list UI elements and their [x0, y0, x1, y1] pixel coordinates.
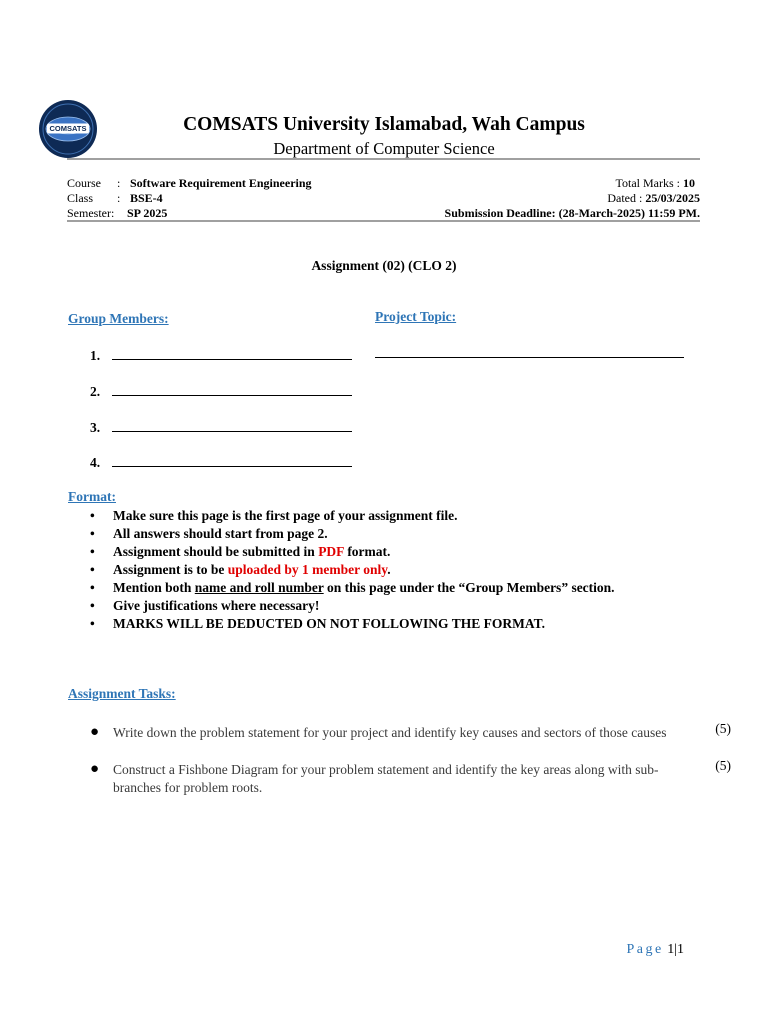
task-item-1 [90, 721, 735, 760]
dated-label: Dated : [607, 191, 646, 205]
member-number: 2. [90, 384, 101, 399]
tasks-heading: Assignment Tasks: [68, 686, 176, 701]
member-row-2[interactable] [90, 382, 352, 400]
bullet-icon: • [90, 580, 95, 595]
total-marks-value: 10 [683, 176, 695, 190]
format-item: • Assignment is to be uploaded by 1 member only. [90, 562, 391, 577]
member-row-1[interactable] [90, 346, 352, 364]
format-item: • All answers should start from page 2. [90, 526, 328, 541]
member-number: 3. [90, 420, 101, 435]
format-heading: Format: [68, 489, 116, 504]
deadline-row [445, 206, 700, 221]
format-item: • Give justifications where necessary! [90, 598, 320, 613]
format-item: • Assignment should be submitted in PDF format. [90, 544, 391, 559]
member-row-4[interactable] [90, 453, 352, 471]
task-marks: (5) [715, 721, 731, 736]
bullet-icon: • [90, 598, 95, 613]
page-footer [626, 942, 684, 958]
header-divider [67, 158, 700, 160]
bullet-icon: ● [90, 761, 100, 777]
member-blank-2[interactable] [112, 382, 352, 396]
task-item-2 [90, 758, 735, 797]
member-blank-1[interactable] [112, 346, 352, 360]
university-title: COMSATS University Islamabad, Wah Campus [183, 114, 585, 135]
total-marks-row [616, 176, 695, 191]
format-item: • MARKS WILL BE DEDUCTED ON NOT FOLLOWING THE FORMAT. [90, 616, 545, 631]
class-label: Class [67, 191, 94, 205]
department-title: Department of Computer Science [273, 139, 495, 158]
project-topic-blank[interactable] [375, 357, 684, 358]
page-separator: | [674, 942, 677, 957]
assignment-title: Assignment (02) (CLO 2) [311, 258, 457, 273]
task-text: Write down the problem statement for your project and identify key causes and sectors of those causes [113, 725, 667, 740]
course-label: Course [67, 176, 101, 190]
member-number: 4. [90, 455, 101, 470]
page-total: 1 [677, 942, 684, 957]
bullet-icon: • [90, 508, 95, 523]
class-value: BSE-4 [130, 191, 163, 205]
member-blank-3[interactable] [112, 418, 352, 432]
semester-label: Semester: [67, 206, 115, 220]
class-row: Class : BSE-4 [67, 191, 163, 205]
group-members-heading: Group Members: [68, 311, 169, 326]
member-row-3[interactable] [90, 418, 352, 436]
member-blank-4[interactable] [112, 453, 352, 467]
format-item: • Mention both name and roll number on this page under the “Group Members” section. [90, 580, 615, 595]
bullet-icon: • [90, 526, 95, 541]
semester-row [67, 206, 167, 221]
project-topic-heading: Project Topic: [375, 309, 457, 324]
page-current: 1 [667, 942, 675, 957]
semester-value: SP 2025 [127, 206, 168, 220]
meta-divider [67, 220, 700, 222]
course-value: Software Requirement Engineering [130, 176, 312, 190]
task-marks: (5) [715, 758, 731, 773]
member-number: 1. [90, 348, 101, 363]
logo-text: COMSATS [49, 124, 87, 134]
deadline-text: Submission Deadline: (28-March-2025) 11:59 PM. [444, 206, 700, 220]
dated-value: 25/03/2025 [645, 191, 700, 205]
course-row: Course : Software Requirement Engineering [67, 176, 312, 190]
total-marks-label: Total Marks : [615, 176, 683, 190]
format-list [90, 507, 615, 633]
bullet-icon: • [90, 562, 95, 577]
bullet-icon: ● [90, 724, 100, 740]
task-text: Construct a Fishbone Diagram for your problem statement and identify the key areas along with sub-branches for problem roots. [113, 762, 659, 795]
bullet-icon: • [90, 544, 95, 559]
dated-row [607, 191, 700, 206]
bullet-icon: • [90, 616, 95, 631]
page-label: Page [626, 942, 664, 957]
format-item: • Make sure this page is the first page of your assignment file. [90, 508, 458, 523]
